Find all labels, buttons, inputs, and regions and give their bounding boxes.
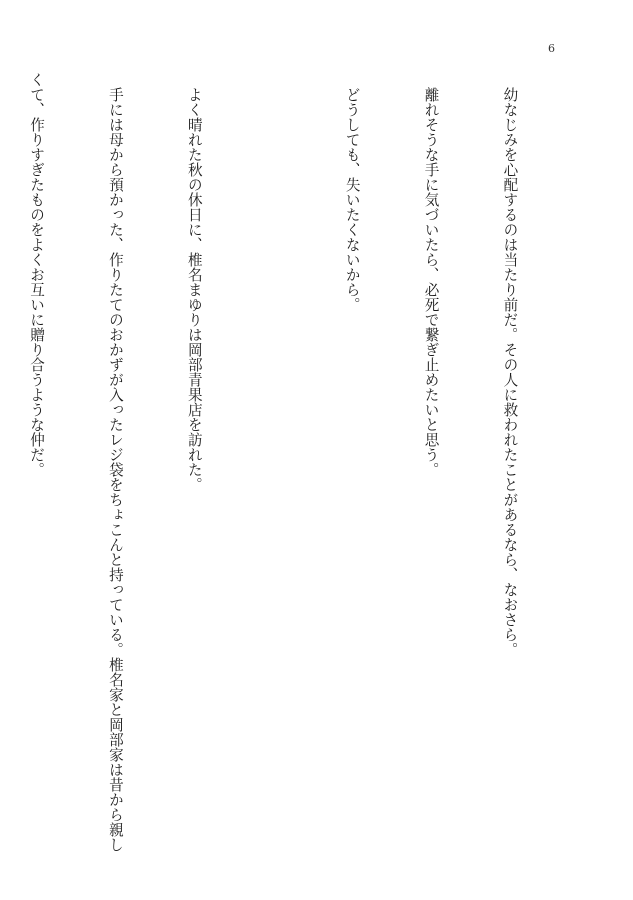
text-line: 離れそうな手に気づいたら、必死で繋ぎ止めたいと思う。 — [422, 72, 440, 477]
text-line: 幼なじみを心配するのは当たり前だ。その人に救われたことがあるなら、なおさら。 — [501, 72, 519, 657]
text-line: 手には母から預かった、作りたてのおかずが入ったレジ袋をちょこんと持っている。椎名家と岡部家は昔から親し — [106, 72, 124, 852]
text-line: よく晴れた秋の休日に、椎名まゆりは岡部青果店を訪れた。 — [185, 72, 203, 492]
text-line: どうしても、失いたくないから。 — [343, 72, 361, 312]
body-text — [0, 72, 575, 872]
page-number: 6 — [548, 42, 555, 55]
text-line: くて、作りすぎたものをよくお互いに贈り合うような仲だ。 — [28, 72, 46, 477]
section-break — [259, 72, 285, 872]
